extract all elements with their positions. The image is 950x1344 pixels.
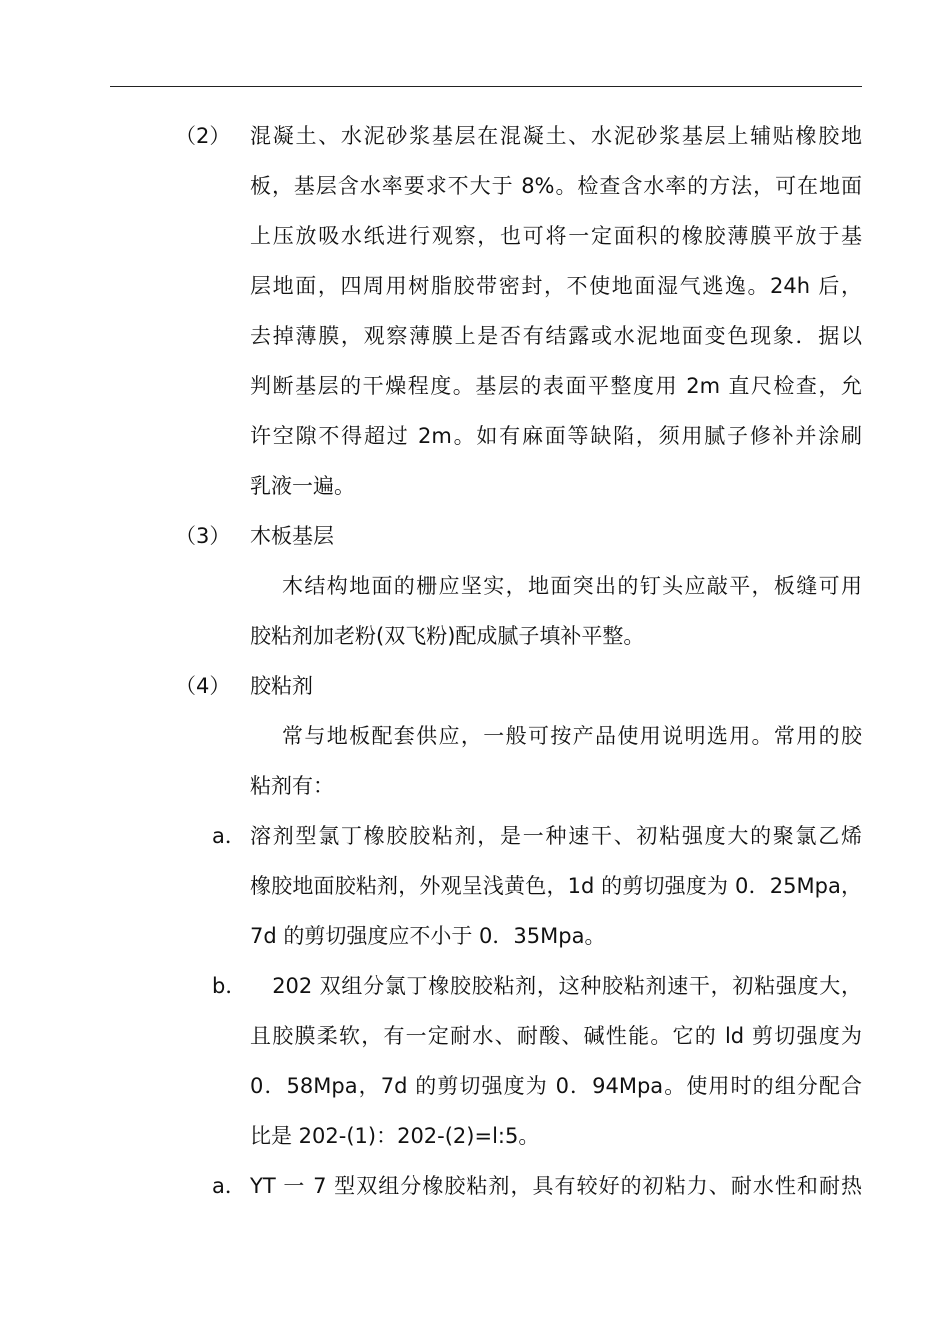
text-line: 溶剂型氯丁橡胶胶粘剂，是一种速干、初粘强度大的聚氯乙烯	[250, 824, 862, 848]
list-item	[0, 811, 950, 961]
list-marker: a．	[212, 1174, 246, 1198]
section-3	[0, 511, 950, 661]
text-line: 判断基层的干燥程度。基层的表面平整度用 2m 直尺检查，允	[250, 374, 862, 398]
text-line: 乳液一遍。	[250, 474, 355, 498]
section-4-paragraph	[250, 661, 862, 811]
text-line: 许空隙不得超过 2m。如有麻面等缺陷，须用腻子修补并涂刷	[250, 424, 862, 448]
list-item-text	[250, 961, 862, 1161]
section-marker: （3）	[175, 524, 231, 548]
section-2	[0, 111, 950, 511]
section-marker: （4）	[175, 674, 231, 698]
list-item-text	[250, 1161, 862, 1211]
section-marker: （2）	[175, 124, 231, 148]
text-line: 板，基层含水率要求不大于 8%。检查含水率的方法，可在地面	[250, 174, 862, 198]
text-line: 常与地板配套供应，一般可按产品使用说明选用。常用的胶	[282, 724, 862, 748]
text-line: 粘剂有：	[250, 774, 334, 798]
list-item	[0, 961, 950, 1161]
text-line: 木结构地面的栅应坚实，地面突出的钉头应敲平，板缝可用	[282, 574, 862, 598]
list-item	[0, 1161, 950, 1211]
text-line: 0．58Mpa，7d 的剪切强度为 0．94Mpa。使用时的组分配合	[250, 1074, 862, 1098]
list-item-text	[250, 811, 862, 961]
text-line: 7d 的剪切强度应不小于 0．35Mpa。	[250, 924, 606, 948]
text-line: 比是 202-(1)：202-(2)=l:5。	[250, 1124, 540, 1148]
text-line: 202 双组分氯丁橡胶胶粘剂，这种胶粘剂速干，初粘强度大，	[250, 974, 862, 998]
text-line: 上压放吸水纸进行观察，也可将一定面积的橡胶薄膜平放于基	[250, 224, 862, 248]
text-line: YT 一 7 型双组分橡胶粘剂，具有较好的初粘力、耐水性和耐热	[250, 1174, 862, 1198]
section-heading: 胶粘剂	[250, 674, 313, 698]
header-rule	[110, 86, 862, 87]
list-marker: a．	[212, 824, 246, 848]
section-4	[0, 661, 950, 811]
section-3-paragraph	[250, 511, 862, 661]
document-body	[0, 111, 950, 1211]
text-line: 去掉薄膜，观察薄膜上是否有结露或水泥地面变色现象．据以	[250, 324, 862, 348]
text-line: 且胶膜柔软，有一定耐水、耐酸、碱性能。它的 ld 剪切强度为	[250, 1024, 862, 1048]
section-heading: 木板基层	[250, 524, 334, 548]
text-line: 胶粘剂加老粉(双飞粉)配成腻子填补平整。	[250, 624, 645, 648]
section-2-paragraph	[250, 111, 862, 511]
text-line: 混凝土、水泥砂浆基层在混凝土、水泥砂浆基层上辅贴橡胶地	[250, 124, 862, 148]
list-marker: b．	[212, 974, 247, 998]
text-line: 橡胶地面胶粘剂，外观呈浅黄色，1d 的剪切强度为 0．25Mpa，	[250, 874, 862, 898]
text-line: 层地面，四周用树脂胶带密封，不使地面湿气逃逸。24h 后，	[250, 274, 862, 298]
